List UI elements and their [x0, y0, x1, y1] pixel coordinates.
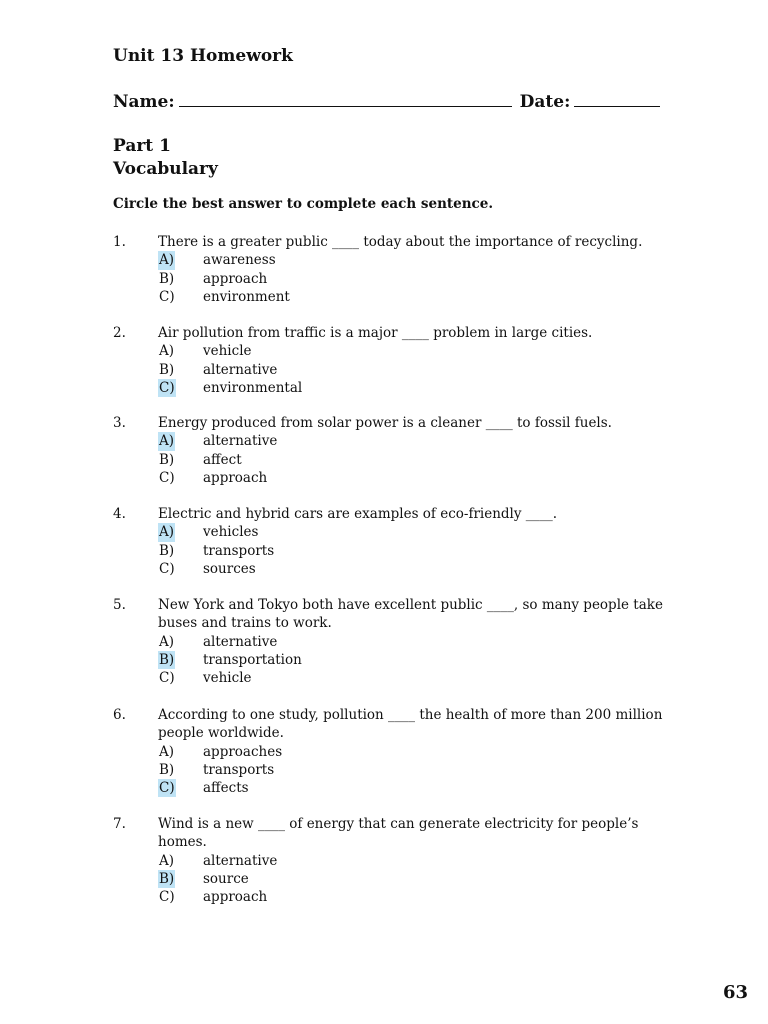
option-letter: A) [159, 633, 175, 650]
option-letter: B) [159, 651, 175, 668]
page-number: 63 [722, 982, 748, 1003]
option-text: affects [203, 780, 249, 797]
option-a[interactable] [158, 523, 673, 541]
option-text: alternative [203, 433, 278, 450]
option-text: affect [203, 451, 242, 468]
name-label: Name: [113, 92, 175, 112]
question-number: 7. [113, 816, 126, 832]
option-text: approaches [203, 743, 283, 760]
option-a[interactable] [158, 852, 673, 870]
option-letter: C) [159, 560, 175, 577]
option-letter: B) [159, 361, 175, 378]
page-title: Unit 13 Homework [113, 46, 293, 66]
option-text: transports [203, 761, 275, 778]
question-number: 3. [113, 415, 126, 431]
option-a[interactable] [158, 633, 673, 651]
question-5 [113, 596, 673, 687]
option-letter: C) [159, 288, 175, 305]
name-blank[interactable] [179, 92, 512, 107]
option-letter: B) [159, 270, 175, 287]
option-text: environmental [203, 379, 303, 396]
option-b[interactable] [158, 542, 673, 560]
option-b[interactable] [158, 361, 673, 379]
question-text: Wind is a new ____ of energy that can generate electricity for people’s homes. [158, 816, 639, 851]
option-c[interactable] [158, 669, 673, 687]
option-text: alternative [203, 852, 278, 869]
option-text: approach [203, 889, 268, 906]
question-number: 5. [113, 597, 126, 613]
option-text: awareness [203, 252, 276, 269]
option-c[interactable] [158, 288, 673, 306]
instructions: Circle the best answer to complete each sentence. [113, 196, 494, 212]
option-b[interactable] [158, 870, 673, 888]
option-text: approach [203, 469, 268, 486]
question-text: Air pollution from traffic is a major ____ problem in large cities. [158, 325, 593, 341]
option-letter: C) [159, 670, 175, 687]
option-a[interactable] [158, 743, 673, 761]
question-6 [113, 706, 673, 797]
option-text: approach [203, 270, 268, 287]
date-label: Date: [519, 92, 571, 112]
question-1 [113, 233, 673, 306]
question-number: 2. [113, 325, 126, 341]
option-letter: A) [159, 852, 175, 869]
question-text: Electric and hybrid cars are examples of eco-friendly ____. [158, 506, 558, 522]
option-letter: B) [159, 761, 175, 778]
option-text: sources [203, 560, 256, 577]
option-b[interactable] [158, 761, 673, 779]
option-letter: B) [159, 451, 175, 468]
question-3 [113, 414, 673, 487]
part-title: Vocabulary [113, 159, 218, 179]
option-text: alternative [203, 633, 278, 650]
option-letter: C) [159, 469, 175, 486]
question-text: New York and Tokyo both have excellent public ____, so many people take buses and trains to work. [158, 597, 663, 632]
question-7 [113, 815, 673, 906]
option-letter: A) [159, 252, 175, 269]
question-2 [113, 324, 673, 397]
question-text: According to one study, pollution ____ the health of more than 200 million people worldwide. [158, 707, 663, 742]
option-a[interactable] [158, 432, 673, 450]
name-date-line [113, 92, 660, 112]
option-text: source [203, 870, 249, 887]
option-text: environment [203, 288, 290, 305]
option-b[interactable] [158, 270, 673, 288]
option-letter: B) [159, 542, 175, 559]
option-letter: C) [159, 780, 175, 797]
option-letter: A) [159, 743, 175, 760]
option-a[interactable] [158, 342, 673, 360]
option-c[interactable] [158, 779, 673, 797]
option-letter: A) [159, 524, 175, 541]
option-letter: A) [159, 343, 175, 360]
part-heading [113, 135, 218, 181]
option-text: vehicles [203, 524, 259, 541]
question-text: Energy produced from solar power is a cleaner ____ to fossil fuels. [158, 415, 612, 431]
option-letter: B) [159, 870, 175, 887]
option-text: transportation [203, 651, 302, 668]
option-letter: A) [159, 433, 175, 450]
option-text: vehicle [203, 343, 252, 360]
option-letter: C) [159, 379, 175, 396]
option-c[interactable] [158, 379, 673, 397]
question-4 [113, 505, 673, 578]
option-text: alternative [203, 361, 278, 378]
option-a[interactable] [158, 251, 673, 269]
question-text: There is a greater public ____ today about the importance of recycling. [158, 234, 643, 250]
option-c[interactable] [158, 560, 673, 578]
part-label: Part 1 [113, 136, 171, 156]
option-b[interactable] [158, 651, 673, 669]
date-blank[interactable] [574, 92, 660, 107]
option-c[interactable] [158, 469, 673, 487]
option-c[interactable] [158, 888, 673, 906]
option-text: vehicle [203, 670, 252, 687]
question-number: 6. [113, 707, 126, 723]
option-letter: C) [159, 889, 175, 906]
question-number: 4. [113, 506, 126, 522]
option-b[interactable] [158, 451, 673, 469]
question-number: 1. [113, 234, 126, 250]
option-text: transports [203, 542, 275, 559]
